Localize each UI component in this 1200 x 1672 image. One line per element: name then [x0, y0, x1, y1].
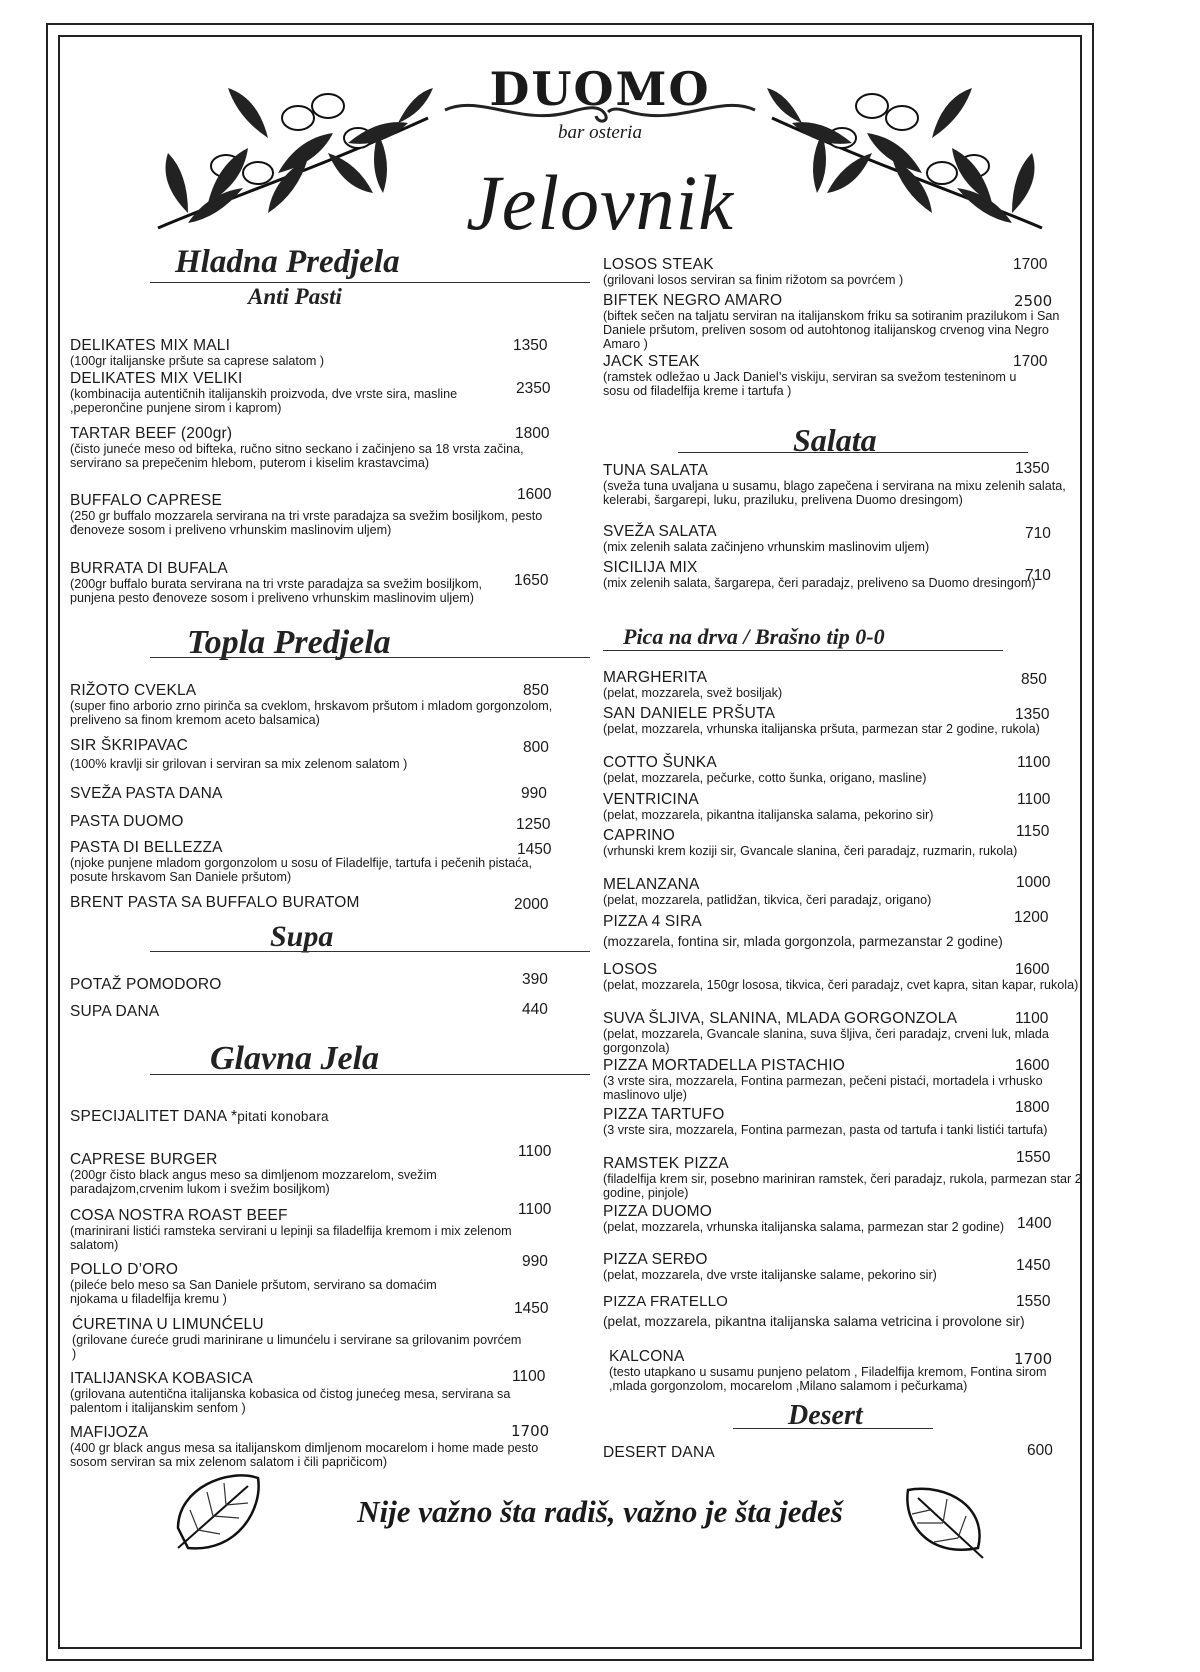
menu-item [603, 256, 1123, 287]
menu-title: Jelovnik [466, 159, 734, 246]
item-price: 1700 [511, 1422, 550, 1440]
menu-item [603, 1099, 1123, 1137]
item-name: BRENT PASTA SA BUFFALO BURATOM [70, 894, 360, 911]
menu-item [70, 1370, 590, 1415]
item-price: 440 [522, 1001, 548, 1018]
footer-slogan: Nije važno šta radiš, važno je šta jedeš [357, 1494, 843, 1529]
item-name: LOSOS [603, 961, 658, 978]
menu-item [70, 1424, 590, 1469]
item-price: 1450 [514, 1300, 549, 1317]
brand-name: DUOMO [489, 62, 711, 116]
item-description: (3 vrste sira, mozzarela, Fontina parmezan, pasta od tartufa i tanki listići tartufa) [603, 1123, 1048, 1137]
item-description: (pelat, mozzarela, pikantna italijanska salama vetricina i provolone sir) [603, 1314, 1025, 1329]
menu-item [70, 785, 590, 803]
menu-item-special [70, 1108, 590, 1126]
section-title-topla: Topla Predjela [187, 624, 391, 661]
item-description: (pelat, mozzarela, vrhunska italijanska pršuta, parmezan star 2 godine, rukola) [603, 722, 1040, 736]
item-description: (mix zelenih salata, šargarepa, čeri paradajz, preliveno sa Duomo dresingom) [603, 576, 1036, 590]
item-description: (400 gr black angus mesa sa italijanskom dimljenom mocarelom i home made pesto sosom serviran sa mix zelenom salatom i čili papričicom) [70, 1441, 539, 1469]
section-rule [603, 650, 1003, 651]
item-description: (200gr buffalo burata servirana na tri vrste paradajza sa svežim bosiljkom, punjena pesto đenoveze sosom i preliveno vrhunskim maslinovim uljem) [70, 577, 483, 605]
menu-item [70, 737, 590, 771]
item-price: 1700 [1014, 1350, 1053, 1368]
item-description: (njoke punjene mladom gorgonzolom u sosu of Filadelfije, tartufa i pečenih pistaća, posute hrskavom San Daniele pršutom) [70, 856, 533, 884]
item-price: 850 [1021, 671, 1047, 688]
item-price: 1100 [1017, 791, 1051, 808]
menu-item [603, 559, 1123, 590]
item-description: (pelat, mozzarela, pečurke, cotto šunka, origano, masline) [603, 771, 927, 785]
menu-item [70, 560, 590, 605]
item-description: (pelat, mozzarela, Gvancale slanina, suva šljiva, čeri paradajz, crveni luk, mlada gorgonzola) [603, 1027, 1049, 1055]
menu-item [603, 1251, 1123, 1282]
item-price: 1600 [1015, 1057, 1050, 1074]
menu-item [603, 961, 1123, 992]
item-price: 1350 [1015, 706, 1050, 723]
item-name: MELANZANA [603, 876, 700, 893]
menu-item [70, 813, 590, 831]
item-description: (biftek sečen na taljatu serviran na italijanskom friku sa sotiranim prazilukom i San Daniele pršutom, preliven sosom od autohtonog italijanskog crvenog vina Negro Amaro ) [603, 309, 1060, 351]
item-price: 1600 [517, 486, 552, 503]
item-name: DESERT DANA [603, 1444, 715, 1461]
item-name: POTAŽ POMODORO [70, 976, 222, 993]
item-name: VENTRICINA [603, 791, 699, 808]
menu-item [70, 1201, 590, 1252]
item-description: (testo utapkano u susamu punjeno pelatom , Filadelfija kremom, Fontina sirom ,mlada gorgonzolom, mocarelom ,Milano salamom i pečurkama) [609, 1365, 1047, 1393]
item-name: CAPRESE BURGER [70, 1151, 218, 1168]
section-rule [733, 1428, 933, 1429]
item-name: COTTO ŠUNKA [603, 754, 717, 771]
menu-item [70, 682, 590, 727]
item-price: 1100 [1017, 754, 1051, 771]
item-description: (mix zelenih salata začinjeno vrhunskim maslinovim uljem) [603, 540, 930, 554]
section-rule [150, 657, 590, 658]
item-price: 850 [523, 682, 549, 699]
item-description: (pelat, mozzarela, patlidžan, tikvica, čeri paradajz, origano) [603, 893, 932, 907]
item-price: 1100 [518, 1201, 552, 1218]
menu-item [603, 909, 1123, 949]
brand-subtitle: bar osteria [558, 122, 642, 143]
item-name: PIZZA FRATELLO [603, 1293, 729, 1310]
item-description: (sveža tuna uvaljana u susamu, blago zapečena i servirana na mixu zelenih salata, kelerabi, šargarepi, luku, praziluku, prelivena Duomo dresingom) [603, 479, 1066, 507]
item-price: 1700 [1013, 256, 1048, 273]
item-name: CAPRINO [603, 827, 676, 844]
item-name: PASTA DUOMO [70, 813, 184, 830]
item-name: PIZZA TARTUFO [603, 1106, 725, 1123]
item-name: KALCONA [609, 1348, 685, 1365]
menu-item [603, 1010, 1123, 1055]
item-name: PASTA DI BELLEZZA [70, 839, 223, 856]
menu-item [72, 1300, 592, 1361]
item-name: MAFIJOZA [70, 1424, 149, 1441]
item-price: 1150 [1016, 823, 1050, 840]
item-name: PIZZA DUOMO [603, 1203, 712, 1220]
menu-item [70, 1143, 590, 1196]
item-name: SUVA ŠLJIVA, SLANINA, MLADA GORGONZOLA [603, 1010, 958, 1027]
menu-item [603, 353, 1123, 398]
item-description: (100% kravlji sir grilovan i serviran sa mix zelenom salatom ) [70, 757, 408, 771]
menu-item [70, 486, 590, 537]
item-description: (pelat, mozzarela, pikantna italijanska salama, pekorino sir) [603, 808, 934, 822]
item-description: (vrhunski krem koziji sir, Gvancale slanina, čeri paradajz, ruzmarin, rukola) [603, 844, 1018, 858]
item-name: ITALIJANSKA KOBASICA [70, 1370, 253, 1387]
item-name: BURRATA DI BUFALA [70, 560, 228, 577]
item-description: (pelat, mozzarela, svež bosiljak) [603, 686, 783, 700]
menu-item [603, 754, 1123, 785]
menu-item [603, 1203, 1123, 1234]
item-name: SIR ŠKRIPAVAC [70, 737, 189, 754]
item-description: (grilovane ćureće grudi marinirane u limunćelu i servirane sa grilovanim povrćem ) [72, 1333, 522, 1361]
section-title-hladna: Hladna Predjela [175, 244, 400, 280]
item-price: 1200 [1014, 909, 1049, 926]
item-price: 1350 [513, 337, 548, 354]
section-rule [150, 282, 590, 283]
item-description: (pelat, mozzarela, 150gr lososa, tikvica, čeri paradajz, cvet kapra, sitan kapar, rukola) [603, 978, 1079, 992]
special-note: pitati konobara [237, 1109, 329, 1124]
item-description: (250 gr buffalo mozzarela servirana na tri vrste paradajza sa svežim bosiljkom, pesto đenoveze sosom i preliveno vrhunskim maslinovim uljem) [70, 509, 543, 537]
item-price: 2350 [516, 380, 551, 397]
item-name: ĆURETINA U LIMUNĆELU [72, 1316, 264, 1333]
special-name: SPECIJALITET DANA * [70, 1108, 238, 1125]
menu-item [70, 370, 590, 415]
menu-item [603, 1444, 1123, 1462]
item-name: RIŽOTO CVEKLA [70, 682, 197, 699]
item-price: 600 [1027, 1442, 1053, 1459]
item-description: (filadelfija krem sir, posebno mariniran ramstek, čeri paradajz, rukola, parmezan star 2 godine, pinjole) [603, 1172, 1082, 1200]
item-name: PIZZA MORTADELLA PISTACHIO [603, 1057, 846, 1074]
item-price: 1100 [512, 1368, 546, 1385]
menu-item [70, 1253, 590, 1306]
left-column [70, 0, 590, 1672]
item-price: 2000 [514, 896, 549, 913]
item-name: COSA NOSTRA ROAST BEEF [70, 1207, 288, 1224]
item-description: (super fino arborio zrno pirinča sa cveklom, hrskavom pršutom i mladom gorgonzolom, preliveno sa finom kremom aceto balsamica) [70, 699, 553, 727]
item-name: SAN DANIELE PRŠUTA [603, 705, 776, 722]
item-description: (grilovana autentična italijanska kobasica od čistog junećeg mesa, servirana sa palentom i italijanskim senfom ) [70, 1387, 511, 1415]
item-price: 1450 [517, 841, 552, 858]
item-name: LOSOS STEAK [603, 256, 714, 273]
item-price: 990 [522, 1253, 548, 1270]
item-price: 1100 [518, 1143, 552, 1160]
item-description: (pelat, mozzarela, dve vrste italijanske salame, pekorino sir) [603, 1268, 937, 1282]
item-name [70, 1108, 590, 1126]
item-name: MARGHERITA [603, 669, 708, 686]
menu-item [603, 705, 1123, 736]
section-rule [150, 951, 590, 952]
item-price: 1000 [1016, 874, 1051, 891]
right-column [603, 0, 1123, 1672]
menu-item [603, 1293, 1123, 1329]
item-price: 1550 [1016, 1293, 1051, 1310]
item-price: 1800 [515, 425, 550, 442]
item-name: TARTAR BEEF (200gr) [70, 425, 233, 442]
item-name: PIZZA 4 SIRA [603, 913, 702, 930]
menu-item [603, 523, 1123, 554]
menu-item [603, 292, 1123, 351]
item-name: BIFTEK NEGRO AMARO [603, 292, 783, 309]
item-price: 1600 [1015, 961, 1050, 978]
item-price: 1100 [1015, 1010, 1049, 1027]
menu-item [70, 971, 590, 994]
item-name: POLLO D’ORO [70, 1261, 179, 1278]
menu-item [609, 1348, 1129, 1393]
section-title-pica: Pica na drva / Brašno tip 0-0 [623, 624, 885, 649]
section-rule [150, 1074, 590, 1075]
menu-item [70, 425, 590, 470]
item-name: DELIKATES MIX VELIKI [70, 370, 243, 387]
item-name: DELIKATES MIX MALI [70, 337, 231, 354]
item-price: 1800 [1015, 1099, 1050, 1116]
item-price: 1550 [1016, 1149, 1051, 1166]
menu-item [603, 876, 1123, 907]
menu-item [603, 1149, 1123, 1200]
item-description: (3 vrste sira, mozzarela, Fontina parmezan, pečeni pistaći, mortadela i vrhusko maslinovo ulje) [603, 1074, 1043, 1102]
item-price: 990 [521, 785, 547, 802]
item-description: (200gr čisto black angus meso sa dimljenom mozzarelom, svežim paradajzom,crvenim lukom i svežim bosiljkom) [70, 1168, 437, 1196]
item-description: (grilovani losos serviran sa finim rižotom sa povrćem ) [603, 273, 904, 287]
section-rule [678, 452, 1028, 453]
section-title-salata: Salata [793, 422, 877, 458]
item-name: SUPA DANA [70, 1003, 160, 1020]
item-description: (pileće belo meso sa San Daniele pršutom, servirano sa domaćim njokama u filadelfija kremu ) [70, 1278, 437, 1306]
menu-item [603, 462, 1123, 507]
item-description: (100gr italijanske pršute sa caprese salatom ) [70, 354, 325, 368]
section-title-desert: Desert [788, 1400, 863, 1431]
item-name: RAMSTEK PIZZA [603, 1155, 729, 1172]
menu-item [70, 1003, 590, 1021]
item-description: (čisto juneće meso od bifteka, ručno sitno seckano i začinjeno sa 18 vrsta začina, servirano sa prepečenim hlebom, puterom i kiselim krastavcima) [70, 442, 524, 470]
item-description: (pelat, mozzarela, vrhunska italijanska salama, parmezan star 2 godine) [603, 1220, 1005, 1234]
item-price: 1450 [1016, 1257, 1051, 1274]
item-description: (ramstek odležao u Jack Daniel’s viskiju, serviran sa svežom testeninom u sosu od filadelfija kreme i tartufa ) [603, 370, 1017, 398]
item-price: 710 [1025, 525, 1051, 542]
menu-item [70, 894, 590, 912]
item-price: 1350 [1015, 460, 1050, 477]
item-name: SVEŽA PASTA DANA [70, 785, 223, 802]
item-name: BUFFALO CAPRESE [70, 492, 223, 509]
section-title-supa: Supa [270, 920, 334, 953]
section-subtitle-antipasti: Anti Pasti [248, 284, 342, 309]
item-price: 1650 [514, 572, 549, 589]
item-price: 390 [522, 971, 548, 988]
item-description: (mozzarela, fontina sir, mlada gorgonzola, parmezanstar 2 godine) [603, 934, 1003, 949]
menu-item [603, 823, 1123, 858]
section-title-glavna: Glavna Jela [210, 1040, 380, 1077]
menu-item [603, 791, 1123, 822]
item-price: 1250 [516, 816, 551, 833]
item-price: 800 [523, 739, 549, 756]
item-name: JACK STEAK [603, 353, 700, 370]
item-price: 2500 [1014, 292, 1053, 310]
item-description: (marinirani listići ramsteka servirani u lepinji sa filadelfija kremom i mix zelenom salatom) [70, 1224, 512, 1252]
menu-item [70, 337, 590, 368]
menu-item [603, 669, 1123, 700]
item-name: TUNA SALATA [603, 462, 708, 479]
item-price: 710 [1025, 567, 1051, 584]
item-name: PIZZA SERĐO [603, 1251, 708, 1268]
menu-item [70, 839, 590, 884]
item-price: 1400 [1017, 1215, 1052, 1232]
item-name: SICILIJA MIX [603, 559, 698, 576]
item-price: 1700 [1013, 353, 1048, 370]
item-name: SVEŽA SALATA [603, 523, 717, 540]
menu-item [603, 1057, 1123, 1102]
item-description: (kombinacija autentičnih italijanskih proizvoda, dve vrste sira, masline ,peperončine punjene sirom i kaprom) [70, 387, 458, 415]
